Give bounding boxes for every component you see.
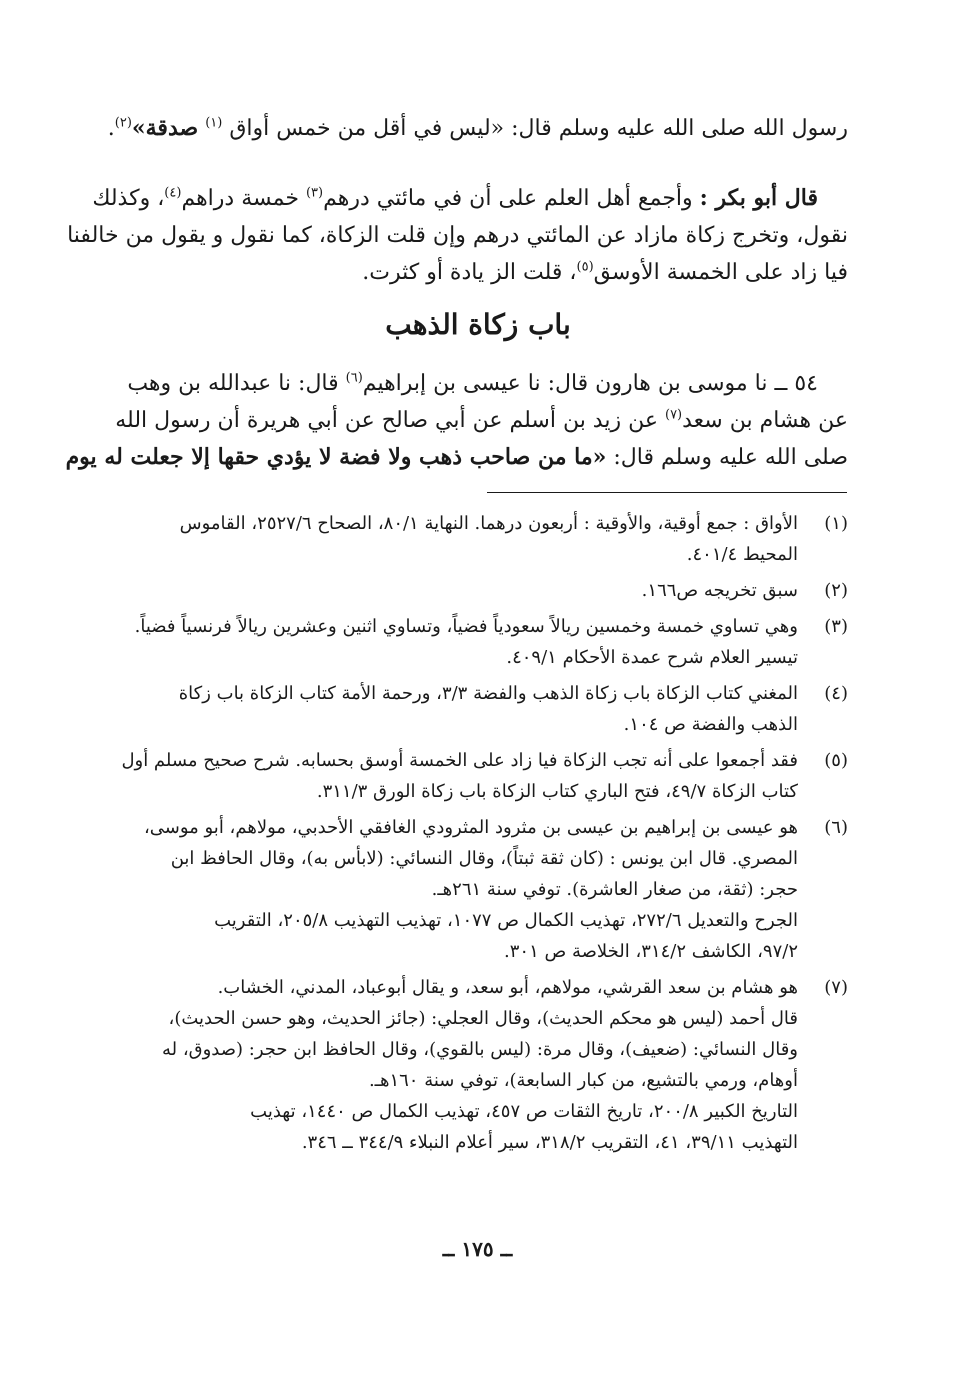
footnote-1: [108, 508, 848, 570]
paragraph-text: ، قلت الز يادة أو كثرت.: [362, 260, 577, 285]
footnote-line: وهي تساوي خمسة وخمسين ريالاً سعودياً فضياً، وتساوي اثنين وعشرين ريالاً فرنسياً فضياً.: [134, 616, 798, 637]
footnote-ref[interactable]: (٦): [345, 370, 363, 386]
paragraph-text: ، وكذلك: [92, 186, 165, 211]
footnote-line: هو هشام بن سعد القرشي، مولاهم، أبو سعد، و يقال أبوعباد، المدني، الخشاب.: [217, 977, 798, 998]
footnote-number: (٦): [824, 817, 848, 838]
footnote-number: (٢): [824, 580, 848, 601]
footnote-number: (٥): [824, 750, 848, 771]
footnote-line: فقد أجمعوا على أنه تجب الزكاة فيا زاد على الخمسة أوسق بحسابه. شرح صحيح مسلم أول: [121, 750, 798, 771]
footnote-line: التاريخ الكبير ٢٠٠/٨، تاريخ الثقات ص ٤٥٧، تهذيب الكمال ص ١٤٤٠، تهذيب: [250, 1101, 798, 1122]
footnote-4: [108, 678, 848, 740]
footnote-ref[interactable]: (٧): [664, 407, 683, 423]
page-number: ــ ١٧٥ ــ: [442, 1237, 513, 1261]
hadith-text: رسول الله صلى الله عليه وسلم قال: «ليس في أقل من خمس أواق: [229, 116, 848, 141]
paragraph-text: عن زيد بن أسلم عن أبي صالح عن أبي هريرة أن رسول الله: [115, 408, 658, 433]
footnote-line: ٩٧/٢، الكاشف ٣١٤/٢، الخلاصة ص ٣٠١.: [504, 941, 798, 962]
footnote-line: حجر: (ثقة، من صغار العاشرة). توفي سنة ٢٦١هـ.: [431, 879, 798, 900]
paragraph-abubakr: [67, 180, 848, 291]
footnote-line: قال أحمد (ليس هو محكم الحديث)، وقال العجلي: (جائز الحديث، وهو حسن الحديث)،: [168, 1008, 798, 1029]
footnote-ref[interactable]: (٣): [305, 185, 324, 201]
section-heading: باب زكاة الذهب: [385, 308, 571, 341]
footnote-ref[interactable]: (٤): [164, 185, 182, 201]
paragraph-text: خمسة دراهم: [181, 186, 299, 211]
paragraph-hadith-54: [65, 365, 848, 476]
paragraph-text: ٥٤ ــ نا موسى بن هارون قال: نا عيسى بن إبراهيم: [362, 371, 818, 396]
paragraph-text: صلى الله عليه وسلم قال:: [613, 445, 848, 470]
footnote-number: (٤): [824, 683, 848, 704]
opening-line: رسول الله صلى الله عليه وسلم قال: «ليس في أقل من خمس أواق $^{(١)}$ صدقة»$^{(٢)}$.: [107, 115, 848, 141]
footnote-line: التهذيب ٣٩/١١، ٤١، التقريب ٣١٨/٢، سير أعلام النبلاء ٣٤٤/٩ ــ ٣٤٦.: [301, 1132, 798, 1153]
footnote-separator: [487, 492, 847, 493]
footnote-line: سبق تخريجه ص١٦٦.: [641, 580, 798, 601]
paragraph-text: فيا زاد على الخمسة الأوسق: [593, 260, 848, 285]
footnote-number: (٧): [824, 977, 848, 998]
footnote-line: الذهب والفضة ص ١٠٤.: [623, 714, 798, 735]
paragraph-line: نقول، وتخرج زكاة مازاد عن المائتي درهم وإن قلت الزكاة، كما نقول و يقول من خالفنا: [67, 223, 848, 248]
footnote-number: (١): [824, 513, 848, 534]
footnote-number: (٣): [824, 616, 848, 637]
footnote-line: الأواق : جمع أوقية، والأوقية : أربعون درهما. النهاية ٨٠/١، الصحاح ٢٥٢٧/٦، القاموس: [179, 513, 798, 534]
footnote-line: المحيط ٤٠١/٤.: [686, 544, 798, 565]
footnote-2: [108, 575, 848, 606]
footnotes: [108, 508, 848, 1163]
footnote-7: [108, 972, 848, 1158]
paragraph-text: قال: نا عبدالله بن وهب: [127, 371, 339, 396]
footnote-line: الجرح والتعديل ٢٧٢/٦، تهذيب الكمال ص ١٠٧٧، تهذيب التهذيب ٢٠٥/٨، التقريب: [214, 910, 798, 931]
paragraph-lead: قال أبو بكر :: [699, 185, 818, 211]
footnote-ref[interactable]: (٢): [114, 115, 132, 131]
footnote-line: أوهام، ورمي بالتشيع، من كبار السابعة)، توفي سنة ١٦٠هـ.: [368, 1070, 798, 1091]
footnote-ref[interactable]: (١): [205, 115, 223, 131]
footnote-3: [108, 611, 848, 673]
footnote-line: وقال النسائي: (ضعيف)، وقال مرة: (ليس بالقوي)، وقال الحافظ ابن حجر: (صدوق، له: [161, 1039, 798, 1060]
footnote-line: هو عيسى بن إبراهيم بن عيسى بن مثرود المثرودي الغافقي الأحدبي، مولاهم، أبو موسى،: [143, 817, 798, 838]
footnote-line: المصري. قال ابن يونس : (كان ثقة ثبتاً)، وقال النسائي: (لابأس به)، وقال الحافظ ابن: [170, 848, 798, 869]
footnote-line: تيسير العلام شرح عمدة الأحكام ٤٠٩/١.: [506, 647, 798, 668]
footnote-line: المغني كتاب الزكاة باب زكاة الذهب والفضة ٣/٣، ورحمة الأمة كتاب الزكاة باب زكاة: [178, 683, 798, 704]
footnote-line: كتاب الزكاة ٤٩/٧، فتح الباري كتاب الزكاة باب زكاة الورق ٣١١/٣.: [316, 781, 798, 802]
footnote-ref[interactable]: (٥): [576, 259, 594, 275]
hadith-text-bold: صدقة»: [131, 115, 199, 141]
paragraph-text: وأجمع أهل العلم على أن في مائتي درهم: [323, 186, 693, 211]
footnote-6: [108, 812, 848, 967]
hadith-text-bold: «ما من صاحب ذهب ولا فضة لا يؤدي حقها إلا جعلت له يوم: [65, 444, 607, 470]
footnote-5: [108, 745, 848, 807]
paragraph-text: عن هشام بن سعد: [682, 408, 848, 433]
